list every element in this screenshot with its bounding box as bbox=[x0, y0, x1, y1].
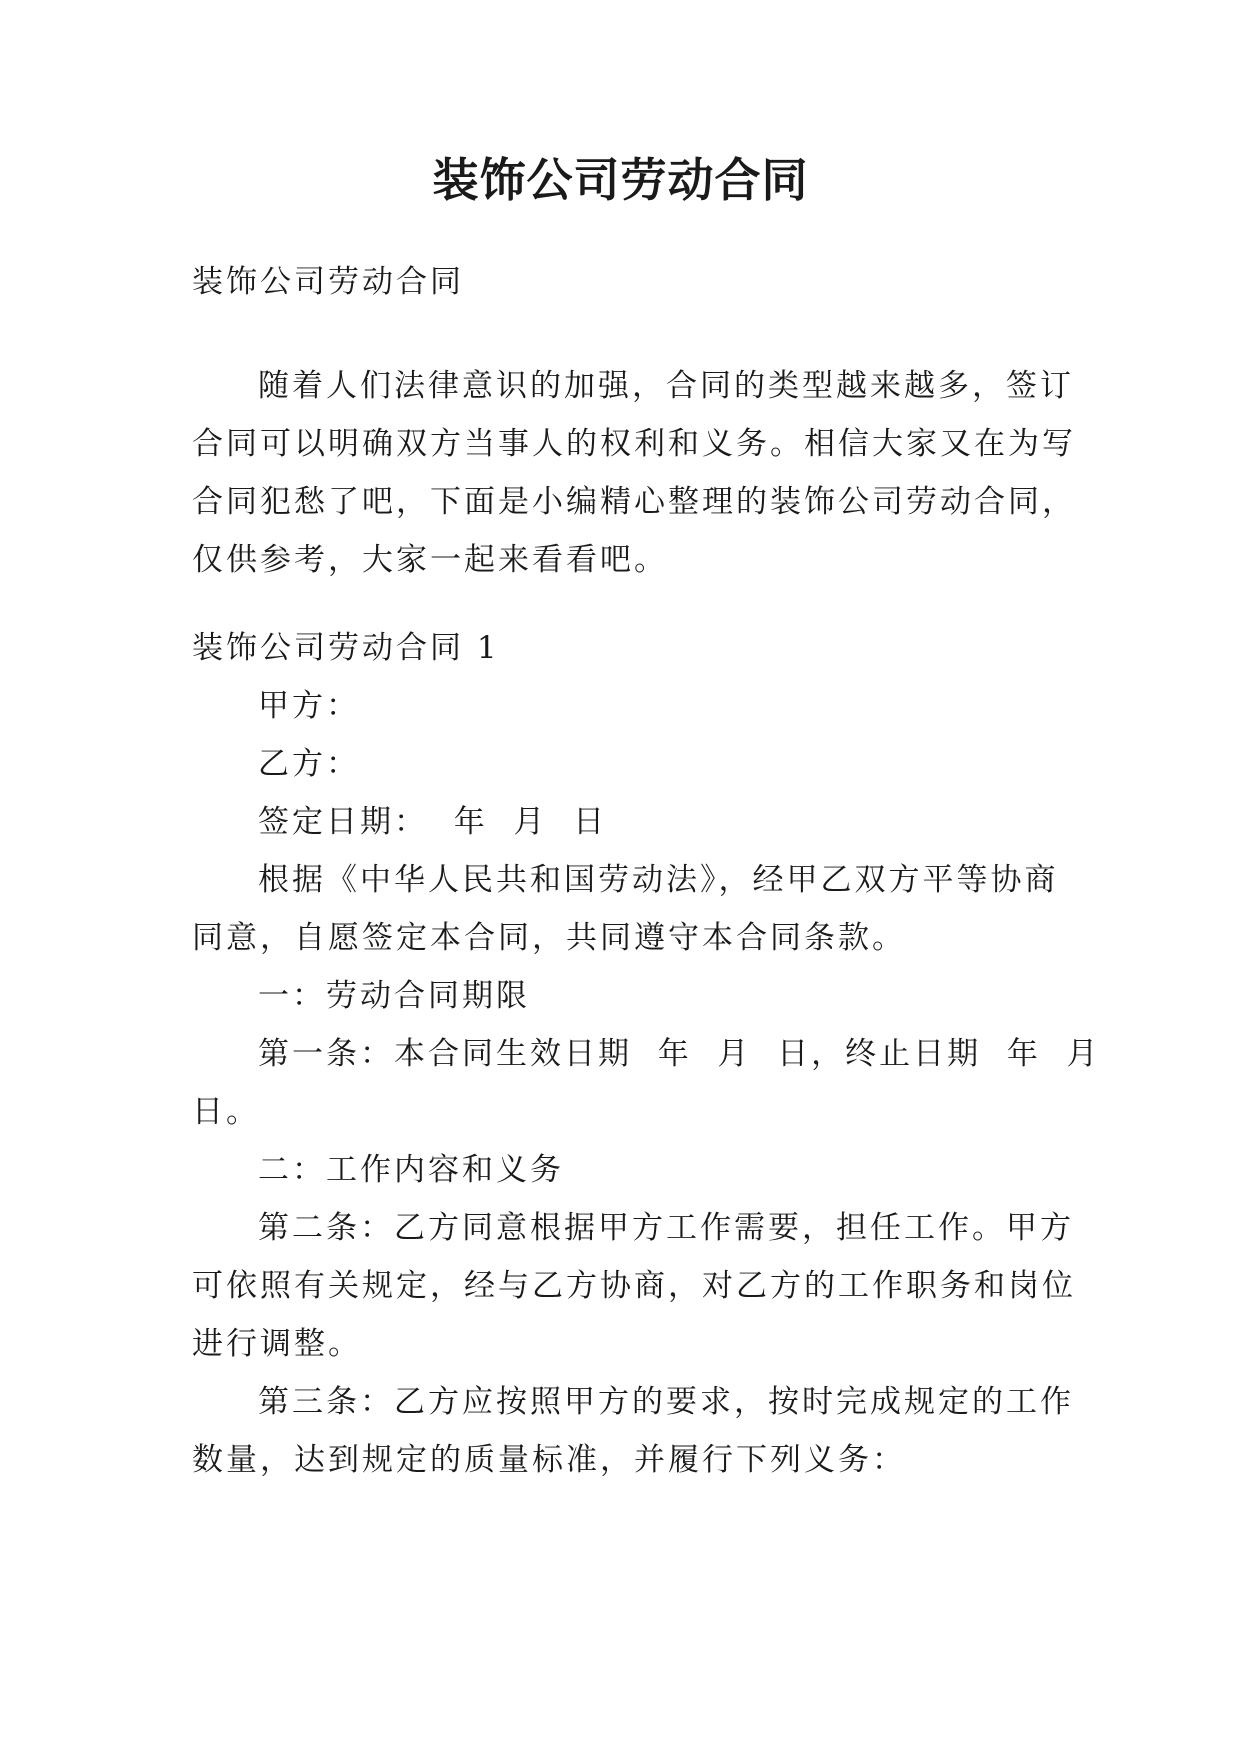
document-title: 装饰公司劳动合同 bbox=[432, 153, 809, 207]
document-subtitle bbox=[192, 253, 1052, 311]
section-title-text: 装饰公司劳动合同 1 bbox=[192, 630, 500, 666]
article-2-line: 可依照有关规定，经与乙方协商，对乙方的工作职务和岗位 bbox=[192, 1268, 1076, 1304]
party-b-label: 乙方： bbox=[258, 746, 360, 782]
article-2-line: 第二条：乙方同意根据甲方工作需要，担任工作。甲方 bbox=[258, 1210, 1074, 1246]
basis-line: 同意，自愿签定本合同，共同遵守本合同条款。 bbox=[192, 920, 906, 956]
article-1-line: 第一条：本合同生效日期 年 月 日，终止日期 年 月 bbox=[258, 1036, 1101, 1072]
article-1-line: 日。 bbox=[192, 1094, 260, 1130]
section-title bbox=[192, 619, 1052, 677]
heading-work: 二：工作内容和义务 bbox=[258, 1152, 564, 1188]
intro-line: 合同犯愁了吧，下面是小编精心整理的装饰公司劳动合同， bbox=[192, 484, 1076, 520]
contract-body bbox=[192, 677, 1101, 1489]
article-2-line: 进行调整。 bbox=[192, 1326, 362, 1362]
subtitle-text: 装饰公司劳动合同 bbox=[192, 264, 464, 300]
intro-line: 仅供参考，大家一起来看看吧。 bbox=[192, 542, 668, 578]
sign-date-label: 签定日期： 年 月 日 bbox=[258, 804, 608, 840]
basis-line: 根据《中华人民共和国劳动法》，经甲乙双方平等协商 bbox=[258, 862, 1059, 898]
party-a-label: 甲方： bbox=[258, 688, 360, 724]
article-3-line: 数量，达到规定的质量标准，并履行下列义务： bbox=[192, 1442, 906, 1478]
intro-line: 随着人们法律意识的加强，合同的类型越来越多，签订 bbox=[258, 368, 1074, 404]
heading-term: 一：劳动合同期限 bbox=[258, 978, 530, 1014]
intro-line: 合同可以明确双方当事人的权利和义务。相信大家又在为写 bbox=[192, 426, 1076, 462]
intro-paragraph bbox=[192, 357, 1076, 589]
article-3-line: 第三条：乙方应按照甲方的要求，按时完成规定的工作 bbox=[258, 1384, 1074, 1420]
